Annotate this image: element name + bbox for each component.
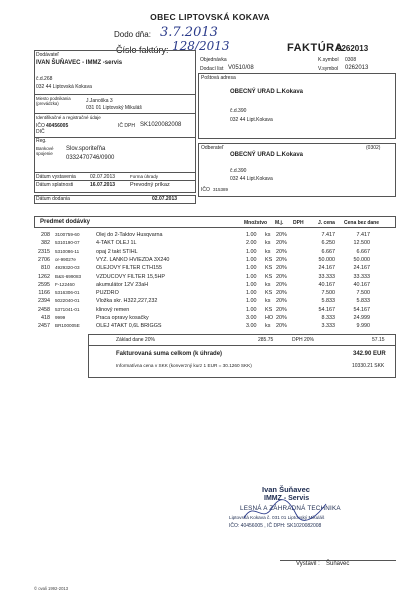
cell-total: 54.167 xyxy=(353,306,370,313)
cell-unit: KS xyxy=(265,306,273,313)
cell-code: 5316306-01 xyxy=(55,290,80,296)
stamp-address: Liptovská Kokava č. 031 01 Liptovský Mikuláš xyxy=(229,515,325,520)
cell-total: 24.167 xyxy=(353,265,370,272)
supplier-icdph: SK1020082008 xyxy=(140,122,182,128)
cell-price: 6.250 xyxy=(321,240,335,247)
postal-city: 032 44 Lipt.Kokava xyxy=(230,117,273,123)
table-row xyxy=(34,248,396,256)
cell-desc: klinový remen xyxy=(96,306,130,313)
cell-total: 9.990 xyxy=(356,323,370,330)
cell-vat: 20% xyxy=(276,323,287,330)
col-unit-header: M.j. xyxy=(275,220,284,226)
invoice-number-handwritten: 128/2013 xyxy=(172,39,230,53)
cell-qty: 1.00 xyxy=(246,281,257,288)
cell-code: or-99027e xyxy=(55,256,76,262)
col-qty-header: Množstvo xyxy=(244,220,268,226)
stamp-name: Ivan Šuňavec xyxy=(262,485,310,494)
bank-account: 0332470746/0900 xyxy=(66,155,115,161)
copyright: © ovali 1992-2013 xyxy=(34,586,69,591)
tax-base-label: Základ dane 20% xyxy=(116,337,155,343)
cell-price: 7.417 xyxy=(321,232,335,238)
cell-qty: 1.00 xyxy=(246,248,257,255)
cell-no: 208 xyxy=(41,232,50,238)
cell-unit: ks xyxy=(265,281,271,288)
cell-qty: 1.00 xyxy=(246,232,257,238)
cell-vat: 20% xyxy=(276,273,287,280)
cell-vat: 20% xyxy=(276,298,287,305)
cell-code: 5310190-07 xyxy=(55,240,80,246)
cell-price: 6.667 xyxy=(321,248,335,255)
cell-desc: 4-TAKT OLEJ 1L xyxy=(96,240,137,247)
cell-code: BR100005E xyxy=(55,323,80,329)
table-row xyxy=(34,314,396,322)
cell-no: 2595 xyxy=(38,281,50,288)
cell-vat: 20% xyxy=(276,232,287,238)
cell-qty: 1.00 xyxy=(246,298,257,305)
cell-desc: opaj 2 takt STIHL xyxy=(96,248,138,255)
cell-qty: 1.00 xyxy=(246,306,257,313)
cell-total: 5.833 xyxy=(356,298,370,305)
cell-no: 2458 xyxy=(38,306,50,313)
cell-desc: Vložka skr. H322,227,232 xyxy=(96,298,158,305)
supplier-street: č.d.268 xyxy=(36,76,53,82)
cell-no: 2315 xyxy=(38,248,50,255)
col-price-header: J. cena xyxy=(318,220,335,226)
supplier-city: 032 44 Liptovská Kokava xyxy=(36,84,92,90)
stamp-firm: IMMZ - Servis xyxy=(264,495,310,502)
cell-total: 6.667 xyxy=(356,248,370,255)
delivery-date: 02.07.2013 xyxy=(152,196,178,202)
cell-code: 5022040-01 xyxy=(55,298,80,304)
cell-unit: ks xyxy=(265,298,271,305)
table-row xyxy=(34,239,396,247)
cell-code: F-122460 xyxy=(55,281,75,287)
seat-label: Miesto podnikania (prevádzka) xyxy=(36,96,71,106)
cell-unit: ks xyxy=(265,240,271,247)
cell-vat: 20% xyxy=(276,306,287,313)
signature xyxy=(240,496,330,526)
issued-by-label: Vystavil : xyxy=(296,561,320,567)
cell-price: 7.500 xyxy=(321,290,335,297)
var-symbol: 0262013 xyxy=(345,65,369,71)
cell-total: 40.167 xyxy=(353,281,370,288)
tax-date-handwritten: 3.7.2013 xyxy=(160,25,218,40)
cell-code: 5310086-11 xyxy=(55,248,80,254)
cell-desc: PUZDRO xyxy=(96,290,119,297)
cell-no: 418 xyxy=(41,315,50,321)
cell-desc: Praca opravy kosačky xyxy=(96,315,149,321)
tax-date-label: Dodo dňa: xyxy=(114,30,151,39)
cell-total: 50.000 xyxy=(353,256,370,263)
buyer-code: (0302) xyxy=(366,145,381,151)
cell-qty: 2.00 xyxy=(246,240,257,247)
vat-label: DPH 20% xyxy=(292,337,314,343)
cell-code: 9999 xyxy=(55,315,66,320)
postal-box xyxy=(198,73,396,139)
cell-price: 50.000 xyxy=(318,256,335,263)
ico-label: IČO xyxy=(36,123,45,129)
cell-qty: 1.00 xyxy=(246,256,257,263)
table-row xyxy=(34,256,396,264)
reg-label: Reg. xyxy=(36,138,47,144)
invoice-sum-label: Fakturovaná suma celkom (k úhrade) xyxy=(116,351,223,357)
cell-code: 3100759-60 xyxy=(55,232,80,237)
cell-desc: VZDUCOVY FILTER 15,5HP xyxy=(96,273,165,280)
cell-total: 7.417 xyxy=(356,232,370,238)
cell-unit: KS xyxy=(265,256,273,263)
col-item-header: Predmet dodávky xyxy=(40,219,91,225)
due-date: 16.07.2013 xyxy=(90,182,116,188)
cell-no: 810 xyxy=(41,265,50,272)
cell-unit: KS xyxy=(265,273,273,280)
invoice-number-label: Číslo faktúry: xyxy=(116,45,169,55)
cell-price: 40.167 xyxy=(318,281,335,288)
cell-vat: 20% xyxy=(276,290,287,297)
payment-label: Forma úhrady xyxy=(130,174,159,179)
cell-total: 33.333 xyxy=(353,273,370,280)
cell-total: 12.500 xyxy=(353,240,370,247)
dic-label: DIČ xyxy=(36,129,45,135)
cell-unit: ks xyxy=(265,232,271,238)
skk-info-label: Informatívna cena v SKK (konverzný kurz 1 EUR = 30.1260 SKK) xyxy=(116,363,252,368)
supplier-name: IVAN ŠUŇAVEC - IMMZ -servis xyxy=(36,60,123,66)
issued-label: Dátum vystavenia xyxy=(36,174,76,180)
seat-city: 031 01 Liptovský Mikuláš xyxy=(86,105,142,111)
cell-no: 2394 xyxy=(38,298,50,305)
ids-label: Identifikačné a registračné údaje xyxy=(36,115,101,120)
stamp-subtitle: LESNÁ A ZÁHRADNÁ TECHNIKA xyxy=(240,505,341,512)
postal-name: OBECNÝ URAD L.Kokava xyxy=(230,89,304,95)
cell-qty: 1.00 xyxy=(246,273,257,280)
table-row xyxy=(34,273,396,281)
cell-price: 8.333 xyxy=(321,315,335,321)
cell-unit: ks xyxy=(265,248,271,255)
cell-vat: 20% xyxy=(276,240,287,247)
table-row xyxy=(34,306,396,314)
table-row xyxy=(34,281,396,289)
table-row xyxy=(34,322,396,330)
cell-code: B&S-699083 xyxy=(55,273,82,279)
postal-street: č.d.390 xyxy=(230,108,247,114)
cell-no: 2706 xyxy=(38,256,50,263)
cell-qty: 1.00 xyxy=(246,290,257,297)
cell-no: 2457 xyxy=(38,323,50,330)
var-symbol-label: V.symbol xyxy=(318,66,339,72)
buyer-ico: 315389 xyxy=(213,187,229,192)
buyer-name: OBECNÝ URAD L.Kokava xyxy=(230,152,304,158)
cell-no: 382 xyxy=(41,240,50,247)
seat-street: J.Janoška 3 xyxy=(86,98,113,104)
delivery-note-label: Dodací list xyxy=(200,66,224,72)
table-row xyxy=(34,264,396,272)
buyer-city: 032 44 Lipt.Kokava xyxy=(230,176,273,182)
issued-by: Šuňavec xyxy=(326,561,350,567)
table-row xyxy=(34,231,396,239)
cell-qty: 3.00 xyxy=(246,315,257,321)
cell-qty: 3.00 xyxy=(246,323,257,330)
table-row xyxy=(34,289,396,297)
cell-price: 24.167 xyxy=(318,265,335,272)
supplier-label: Dodávateľ xyxy=(36,52,59,58)
cell-total: 7.500 xyxy=(356,290,370,297)
cell-price: 5.833 xyxy=(321,298,335,305)
issued-date: 02.07.2013 xyxy=(90,174,116,180)
cell-vat: 20% xyxy=(276,315,287,321)
stamp-ids: IČO: 40456005 , IČ DPH: SK1020082008 xyxy=(229,523,322,529)
cell-unit: KS xyxy=(265,290,273,297)
buyer-label: Odberateľ xyxy=(201,145,224,151)
delivery-note: V0510/08 xyxy=(228,65,254,71)
konst-symbol-label: K.symbol xyxy=(318,57,339,63)
cell-desc: Olej do 2-Taktov Husqvarna xyxy=(96,232,163,238)
vat-value: 57.15 xyxy=(372,337,385,343)
due-label: Dátum splatnosti xyxy=(36,182,74,188)
cell-price: 54.167 xyxy=(318,306,335,313)
cell-no: 1262 xyxy=(38,273,50,280)
cell-unit: KS xyxy=(265,265,273,272)
cell-unit: ks xyxy=(265,323,271,330)
col-vat-header: DPH xyxy=(293,220,304,226)
col-total-header: Cena bez dane xyxy=(344,220,380,226)
icdph-label: IČ DPH xyxy=(118,123,135,129)
delivery-date-label: Dátum dodania xyxy=(36,196,70,202)
konst-symbol: 0308 xyxy=(345,57,357,63)
cell-no: 1166 xyxy=(38,290,50,297)
supplier-ico: 40456005 xyxy=(46,123,69,129)
cell-unit: HO xyxy=(265,315,274,321)
cell-vat: 20% xyxy=(276,281,287,288)
buyer-ico-label: IČO xyxy=(201,187,210,193)
invoice-sum-value: 342.90 EUR xyxy=(353,351,386,357)
skk-value: 10330.21 SKK xyxy=(352,363,385,369)
table-row xyxy=(34,297,396,305)
tax-base-value: 285.75 xyxy=(258,337,274,343)
invoice-title: FAKTÚRA xyxy=(287,42,344,54)
cell-desc: akumulátor 12V 23aH xyxy=(96,281,149,288)
cell-total: 24.999 xyxy=(353,315,370,321)
cell-desc: OLEJOVY FILTER CTH155 xyxy=(96,265,163,272)
cell-code: 4929320-03 xyxy=(55,265,80,271)
order-label: Objednávka xyxy=(200,57,227,63)
payment-method: Prevodný príkaz xyxy=(130,182,170,188)
bank-name: Slov.sporiteľňa xyxy=(66,146,106,152)
cell-qty: 1.00 xyxy=(246,265,257,272)
cell-vat: 20% xyxy=(276,256,287,263)
municipality-title: OBEC LIPTOVSKÁ KOKAVA xyxy=(150,12,270,22)
cell-desc: VYZ. LANKO HVIEZDA 3X240 xyxy=(96,256,170,263)
cell-price: 3.333 xyxy=(321,323,335,330)
cell-code: 5371041-01 xyxy=(55,306,80,312)
postal-label: Poštová adresa xyxy=(201,75,236,81)
bank-label: Bankové spojenie xyxy=(36,146,54,156)
cell-price: 33.333 xyxy=(318,273,335,280)
buyer-street: č.d.390 xyxy=(230,168,247,174)
invoice-number: 0262013 xyxy=(337,44,369,53)
cell-vat: 20% xyxy=(276,265,287,272)
cell-desc: OLEJ 4TAKT 0,6L BRIGGS xyxy=(96,323,162,330)
cell-vat: 20% xyxy=(276,248,287,255)
